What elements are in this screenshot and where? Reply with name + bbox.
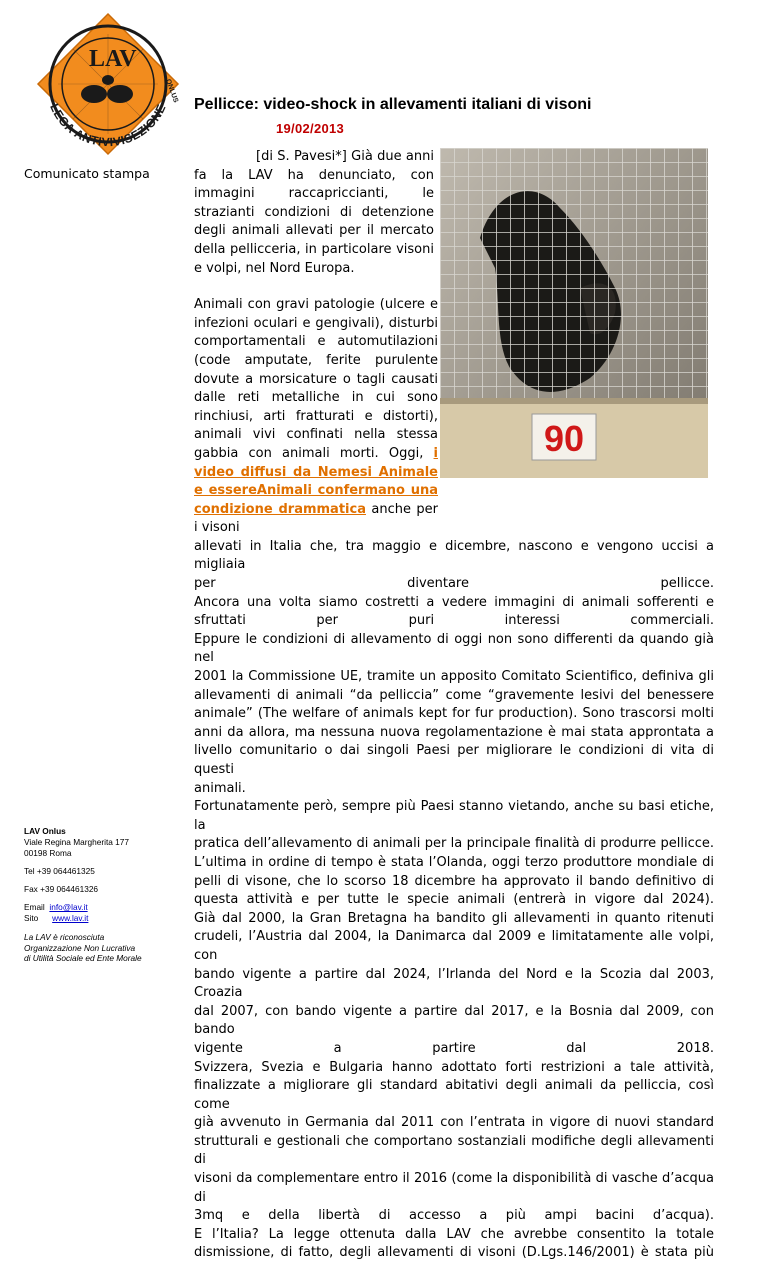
body-text: anche per i visoni [194, 501, 438, 536]
press-release-label: Comunicato stampa [24, 166, 150, 181]
text-line: bando vigente a partire dal 2024, l’Irlanda del Nord e la Scozia dal 2003, Croazia [194, 966, 714, 1001]
org-address-line: 00198 Roma [24, 848, 72, 858]
org-tel: Tel +39 064461325 [24, 866, 95, 876]
text-line: per diventare pellicce. [194, 576, 714, 592]
text-line: pelli di visone, che lo scorso 18 dicembre ha approvato il bando definitivo di [194, 873, 714, 889]
text-line: anni da allora, ma nessuna nuova regolamentazione è mai stata approntata a [194, 724, 714, 740]
text-line: questa attività e per tutte le specie animali (entrerà in vigore dal 2024). [194, 892, 714, 908]
site-link[interactable]: www.lav.it [52, 913, 89, 923]
text-line: animale” (The welfare of animals kept for fur production). Sono trascorsi molti [194, 706, 714, 722]
text-line: Già dal 2000, la Gran Bretagna ha bandito gli allevamenti in quanto ritenuti [194, 910, 714, 926]
body-paragraph [194, 296, 714, 538]
body-lines [194, 538, 714, 1263]
text-line: allevamenti di animali “da pelliccia” come “gravemente lesivi del benessere [194, 687, 714, 703]
org-fax: Fax +39 064461326 [24, 884, 99, 894]
logo-small-text: ONLUS [164, 78, 180, 104]
article-body [194, 148, 714, 1263]
text-line: L’ultima in ordine di tempo è stata l’Olanda, oggi terzo produttore mondiale di [194, 854, 714, 870]
text-line: livello comunitario o dai singoli Paesi per migliorare le condizioni di vita di questi [194, 743, 714, 777]
text-line: dismissione, di fatto, degli allevamenti di visoni (D.Lgs.146/2001) è stata più [194, 1245, 714, 1261]
text-line: E l’Italia? La legge ottenuta dalla LAV che avrebbe consentito la totale [194, 1226, 714, 1242]
video-link[interactable]: i video diffusi da Nemesi Animale e essereAnimali confermano una condizione drammatica [194, 445, 438, 517]
text-line: visoni da complementare entro il 2016 (come la disponibilità di vasche d’acqua di [194, 1171, 714, 1205]
email-link[interactable]: info@lav.it [49, 902, 88, 912]
org-note: di Utilità Sociale ed Ente Morale [24, 953, 142, 963]
lav-logo [28, 10, 188, 160]
text-line: animali. [194, 780, 246, 796]
text-line: finalizzate a migliorare gli standard abitativi degli animali da pelliccia, così come [194, 1078, 714, 1112]
text-line: strutturali e gestionali che comportano sostanziali modifiche degli allevamenti di [194, 1133, 714, 1168]
email-label: Email [24, 902, 45, 912]
text-line: vigente a partire dal 2018. [194, 1040, 714, 1056]
org-address-line: Viale Regina Margherita 177 [24, 837, 130, 847]
text-line: Ancora una volta siamo costretti a vedere immagini di animali sofferenti e [194, 594, 714, 610]
org-name: LAV Onlus [24, 826, 66, 836]
text-line: Svizzera, Svezia e Bulgaria hanno adottato forti restrizioni a tale attività, [194, 1059, 714, 1075]
org-note: La LAV è riconosciuta [24, 932, 105, 942]
text-line: Eppure le condizioni di allevamento di oggi non sono differenti da quando già nel [194, 631, 714, 666]
text-line: crudeli, l’Austria dal 2004, la Danimarca dal 2009 e limitatamente alle volpi, con [194, 929, 714, 963]
text-line: pratica dell’allevamento di animali per la principale finalità di produrre pellicce. [194, 836, 714, 852]
org-contact-block [24, 826, 174, 964]
text-line: allevati in Italia che, tra maggio e dicembre, nascono e vengono uccisi a migliaia [194, 538, 714, 573]
logo-ring-text: LEGA ANTIVIVISEZIONE [47, 101, 169, 150]
intro-text: [di S. Pavesi*] Già due anni fa la LAV ha denunciato, con immagini raccapriccianti, le strazianti condizioni di detenzione degli animali allevati per il mercato della pellicceria, in particolare visoni e volpi, nel Nord Europa. [194, 149, 434, 276]
logo-letters: LAV [89, 46, 137, 72]
body-text: Animali con gravi patologie (ulcere e infezioni oculari e gengivali), disturbi comportamentali e automutilazioni (code amputate, ferite purulente dovute a morsicature o tagli causati dalle reti metalliche in cui sono rinchiusi, arti fratturati e distorti), animali vivi confinati nella stessa gabbia con animali morti. Oggi, [194, 297, 438, 461]
site-label: Sito [24, 913, 39, 923]
text-line: dal 2007, con bando vigente a partire dal 2017, e la Bosnia dal 2009, con bando [194, 1003, 714, 1038]
text-line: 2001 la Commissione UE, tramite un apposito Comitato Scientifico, definiva gli [194, 669, 714, 685]
intro-paragraph [194, 148, 434, 278]
cage-number: 90 [543, 418, 585, 459]
text-line: già avvenuto in Germania dal 2011 con l’entrata in vigore di nuovi standard [194, 1115, 714, 1131]
text-line: 3mq e della libertà di accesso a più ampi bacini d’acqua). [194, 1208, 714, 1224]
page-title: Pellicce: video-shock in allevamenti italiani di visoni [194, 96, 592, 113]
text-line: Fortunatamente però, sempre più Paesi stanno vietando, anche su basi etiche, la [194, 799, 714, 833]
release-date: 19/02/2013 [276, 121, 345, 136]
text-line: sfruttati per puri interessi commerciali. [194, 613, 714, 629]
org-note: Organizzazione Non Lucrativa [24, 942, 136, 953]
